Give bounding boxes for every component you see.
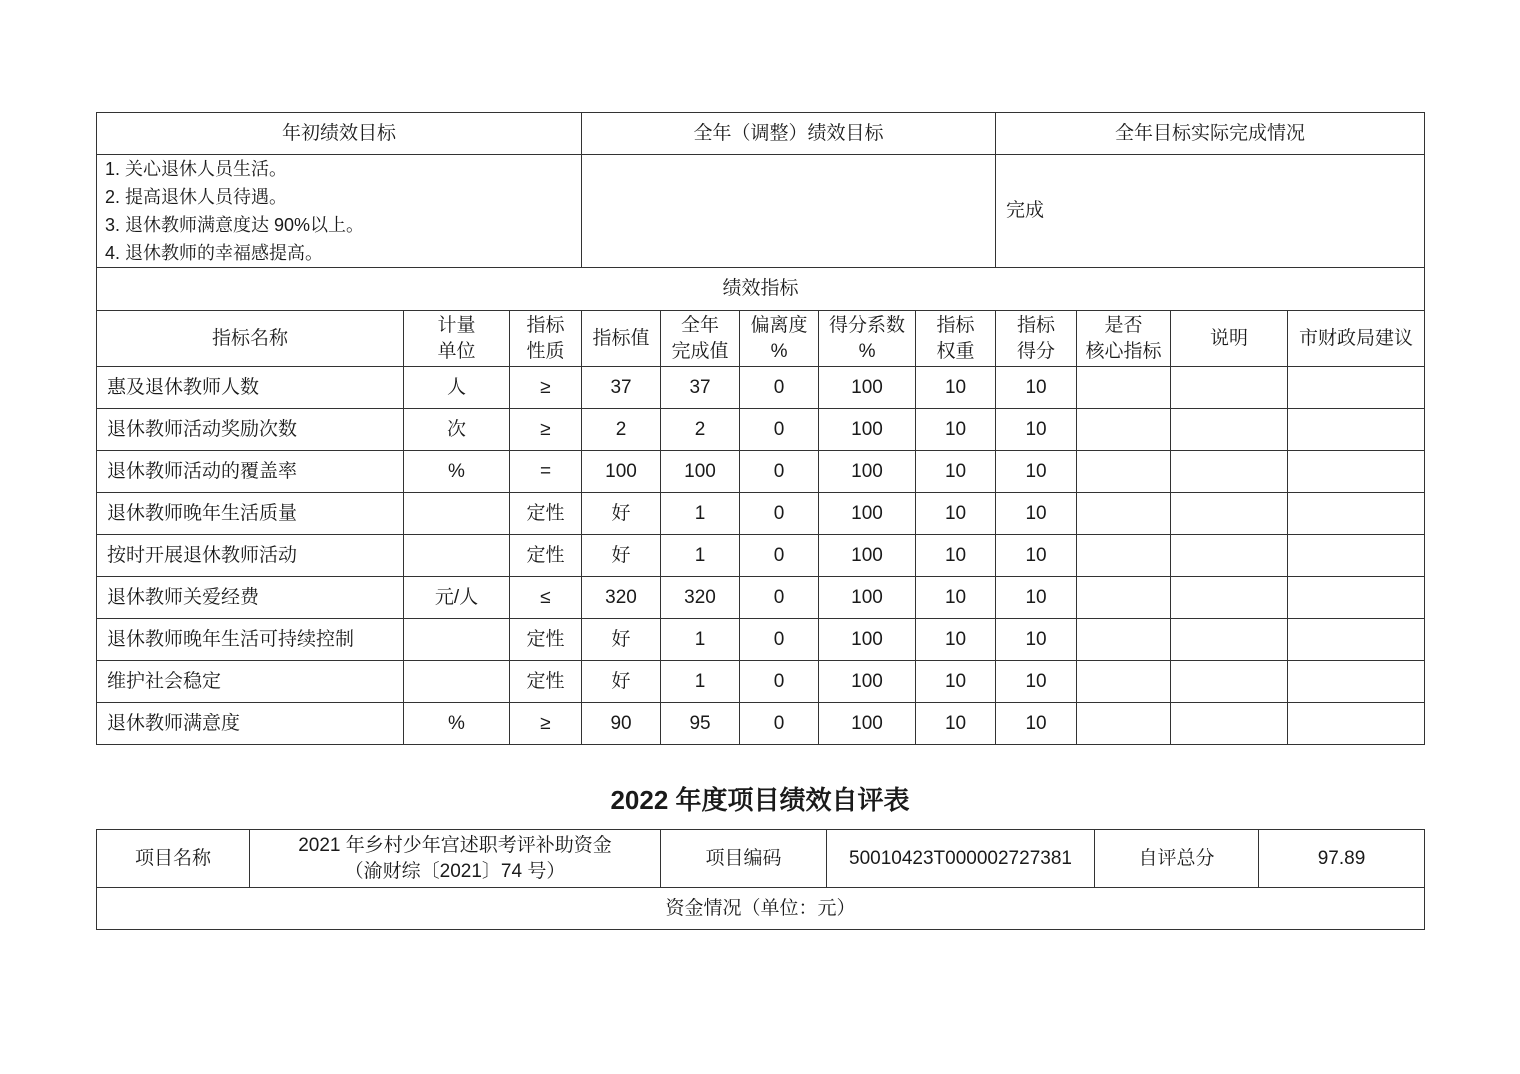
cell-note [1171, 493, 1288, 535]
cell-name: 按时开展退休教师活动 [97, 535, 404, 577]
cell-note [1171, 619, 1288, 661]
cell-advice [1288, 619, 1425, 661]
cell-nature: ≤ [510, 577, 582, 619]
cell-score: 10 [996, 367, 1077, 409]
cell-score: 10 [996, 493, 1077, 535]
cell-name: 退休教师活动的覆盖率 [97, 451, 404, 493]
cell-core [1077, 367, 1171, 409]
cell-score: 10 [996, 409, 1077, 451]
project-name-label: 项目名称 [97, 830, 250, 888]
col-deviation-header: 偏离度 % [740, 311, 819, 367]
table-row [97, 577, 1425, 619]
cell-core [1077, 703, 1171, 745]
cell-coef: 100 [819, 619, 916, 661]
cell-completed: 1 [661, 619, 740, 661]
cell-nature: 定性 [510, 535, 582, 577]
adjusted-goals-header: 全年（调整）绩效目标 [582, 113, 996, 155]
col-coef-header: 得分系数 % [819, 311, 916, 367]
cell-core [1077, 661, 1171, 703]
cell-core [1077, 409, 1171, 451]
cell-unit: 人 [404, 367, 510, 409]
goal-line: 4. 退休教师的幸福感提高。 [105, 243, 324, 263]
cell-coef: 100 [819, 493, 916, 535]
col-core-header: 是否 核心指标 [1077, 311, 1171, 367]
initial-goals-cell [97, 155, 582, 268]
col-nature-header: 指标 性质 [510, 311, 582, 367]
table-row [97, 451, 1425, 493]
cell-weight: 10 [916, 451, 996, 493]
cell-deviation: 0 [740, 661, 819, 703]
cell-name: 退休教师晚年生活质量 [97, 493, 404, 535]
cell-value: 2 [582, 409, 661, 451]
cell-core [1077, 493, 1171, 535]
cell-nature: ≥ [510, 703, 582, 745]
cell-coef: 100 [819, 703, 916, 745]
cell-unit: % [404, 703, 510, 745]
cell-weight: 10 [916, 493, 996, 535]
cell-unit [404, 619, 510, 661]
cell-deviation: 0 [740, 409, 819, 451]
cell-score: 10 [996, 661, 1077, 703]
goal-line: 3. 退休教师满意度达 90%以上。 [105, 215, 365, 235]
cell-deviation: 0 [740, 577, 819, 619]
cell-note [1171, 409, 1288, 451]
cell-core [1077, 451, 1171, 493]
cell-score: 10 [996, 577, 1077, 619]
cell-core [1077, 619, 1171, 661]
cell-completed: 2 [661, 409, 740, 451]
cell-value: 320 [582, 577, 661, 619]
cell-nature: 定性 [510, 619, 582, 661]
cell-completed: 95 [661, 703, 740, 745]
cell-value: 37 [582, 367, 661, 409]
cell-completed: 320 [661, 577, 740, 619]
cell-name: 惠及退休教师人数 [97, 367, 404, 409]
cell-core [1077, 535, 1171, 577]
cell-value: 90 [582, 703, 661, 745]
cell-weight: 10 [916, 661, 996, 703]
cell-unit [404, 661, 510, 703]
cell-weight: 10 [916, 367, 996, 409]
table-row [97, 703, 1425, 745]
cell-value: 好 [582, 619, 661, 661]
col-name-header: 指标名称 [97, 311, 404, 367]
cell-nature: 定性 [510, 661, 582, 703]
cell-unit [404, 535, 510, 577]
cell-core [1077, 577, 1171, 619]
table-row [97, 535, 1425, 577]
cell-note [1171, 367, 1288, 409]
cell-advice [1288, 577, 1425, 619]
cell-unit: % [404, 451, 510, 493]
project-name-value: 2021 年乡村少年宫述职考评补助资金 （渝财综〔2021〕74 号） [250, 830, 661, 888]
cell-note [1171, 535, 1288, 577]
cell-deviation: 0 [740, 451, 819, 493]
cell-value: 好 [582, 493, 661, 535]
table-row [97, 619, 1425, 661]
cell-weight: 10 [916, 577, 996, 619]
col-weight-header: 指标 权重 [916, 311, 996, 367]
cell-value: 100 [582, 451, 661, 493]
cell-completed: 37 [661, 367, 740, 409]
self-score-label: 自评总分 [1095, 830, 1259, 888]
table-row [97, 409, 1425, 451]
cell-note [1171, 703, 1288, 745]
table-row [97, 661, 1425, 703]
cell-completed: 100 [661, 451, 740, 493]
adjusted-goals-cell [582, 155, 996, 268]
cell-unit [404, 493, 510, 535]
cell-completed: 1 [661, 661, 740, 703]
cell-note [1171, 577, 1288, 619]
col-unit-header: 计量 单位 [404, 311, 510, 367]
performance-table [96, 112, 1425, 745]
cell-coef: 100 [819, 661, 916, 703]
cell-name: 退休教师晚年生活可持续控制 [97, 619, 404, 661]
cell-deviation: 0 [740, 619, 819, 661]
cell-nature: 定性 [510, 493, 582, 535]
cell-score: 10 [996, 535, 1077, 577]
cell-note [1171, 661, 1288, 703]
cell-nature: ≥ [510, 367, 582, 409]
project-code-label: 项目编码 [661, 830, 827, 888]
cell-value: 好 [582, 661, 661, 703]
cell-score: 10 [996, 619, 1077, 661]
cell-deviation: 0 [740, 703, 819, 745]
cell-weight: 10 [916, 535, 996, 577]
cell-weight: 10 [916, 409, 996, 451]
cell-score: 10 [996, 451, 1077, 493]
indicator-column-headers [97, 311, 1425, 367]
cell-coef: 100 [819, 409, 916, 451]
cell-value: 好 [582, 535, 661, 577]
goal-line: 2. 提高退休人员待遇。 [105, 187, 288, 207]
col-note-header: 说明 [1171, 311, 1288, 367]
cell-unit: 次 [404, 409, 510, 451]
initial-goals-header: 年初绩效目标 [97, 113, 582, 155]
cell-unit: 元/人 [404, 577, 510, 619]
cell-deviation: 0 [740, 535, 819, 577]
actual-completion-header: 全年目标实际完成情况 [996, 113, 1425, 155]
project-code-value: 50010423T000002727381 [827, 830, 1095, 888]
cell-advice [1288, 451, 1425, 493]
cell-score: 10 [996, 703, 1077, 745]
cell-deviation: 0 [740, 493, 819, 535]
col-score-header: 指标 得分 [996, 311, 1077, 367]
col-advice-header: 市财政局建议 [1288, 311, 1425, 367]
cell-weight: 10 [916, 703, 996, 745]
cell-completed: 1 [661, 535, 740, 577]
cell-name: 退休教师关爱经费 [97, 577, 404, 619]
cell-name: 维护社会稳定 [97, 661, 404, 703]
cell-advice [1288, 493, 1425, 535]
cell-name: 退休教师满意度 [97, 703, 404, 745]
funds-section-title: 资金情况（单位：元） [97, 888, 1425, 930]
col-completed-header: 全年 完成值 [661, 311, 740, 367]
cell-advice [1288, 367, 1425, 409]
cell-completed: 1 [661, 493, 740, 535]
self-evaluation-table [96, 829, 1425, 930]
goal-line: 1. 关心退休人员生活。 [105, 159, 288, 179]
cell-advice [1288, 661, 1425, 703]
cell-advice [1288, 409, 1425, 451]
cell-coef: 100 [819, 367, 916, 409]
cell-weight: 10 [916, 619, 996, 661]
cell-nature: = [510, 451, 582, 493]
document-title: 2022 年度项目绩效自评表 [610, 785, 910, 815]
col-value-header: 指标值 [582, 311, 661, 367]
actual-status-cell: 完成 [996, 155, 1425, 268]
cell-coef: 100 [819, 577, 916, 619]
table-row [97, 493, 1425, 535]
cell-advice [1288, 703, 1425, 745]
cell-coef: 100 [819, 451, 916, 493]
cell-note [1171, 451, 1288, 493]
table-row [97, 367, 1425, 409]
cell-nature: ≥ [510, 409, 582, 451]
indicators-section-title: 绩效指标 [97, 268, 1425, 311]
cell-advice [1288, 535, 1425, 577]
cell-deviation: 0 [740, 367, 819, 409]
self-score-value: 97.89 [1259, 830, 1425, 888]
cell-coef: 100 [819, 535, 916, 577]
cell-name: 退休教师活动奖励次数 [97, 409, 404, 451]
